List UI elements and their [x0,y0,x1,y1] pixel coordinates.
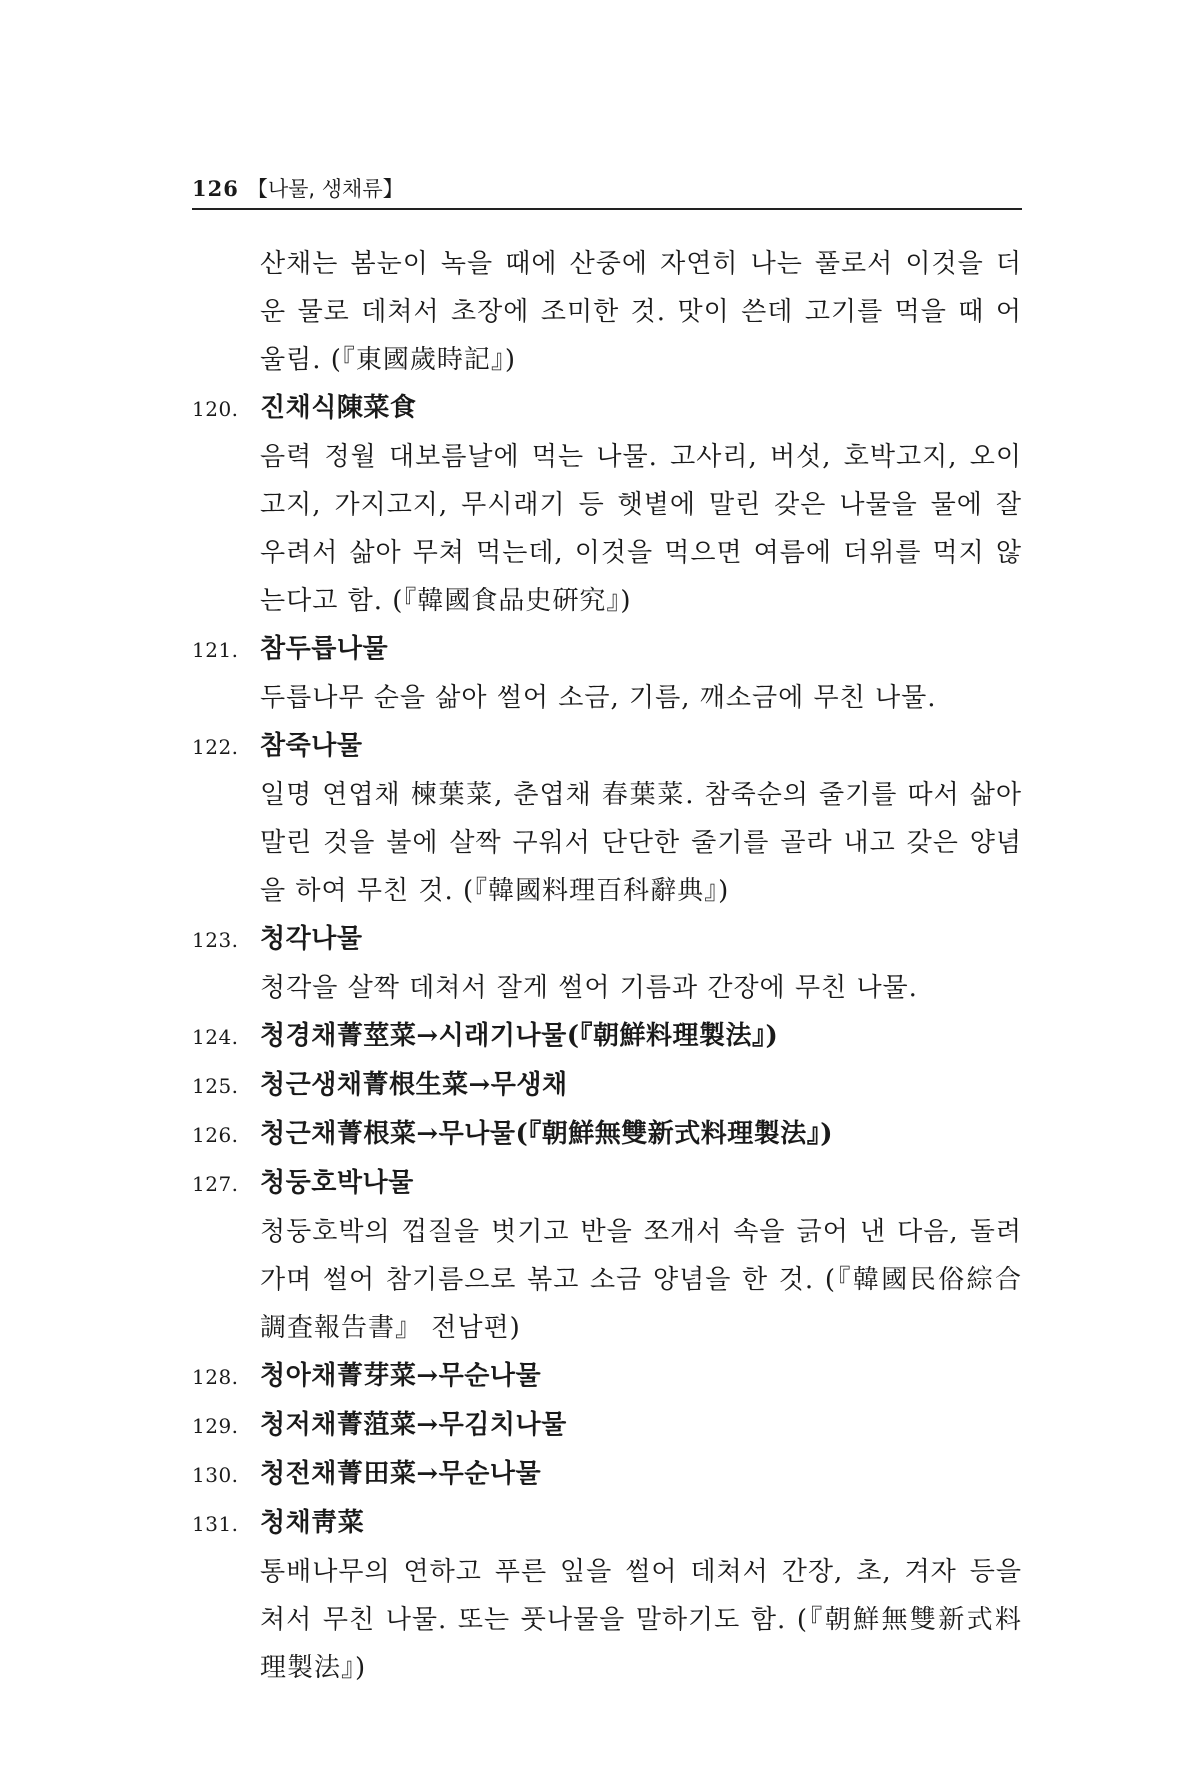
entry-122 [192,722,1022,915]
entry-title: 청저채菁菹菜→무김치나물 [260,1410,567,1440]
entry-title: 진채식陳菜食 [260,393,417,423]
entry-title: 청근채菁根菜→무나물(『朝鮮無雙新式料理製法』) [260,1119,834,1149]
entry-124 [192,1012,1022,1061]
entry-129 [192,1401,1022,1450]
entry-body: 일명 연엽채 楝葉菜, 춘엽채 春葉菜. 참죽순의 줄기를 따서 삶아 말린 것을 불에 살짝 구워서 단단한 줄기를 골라 내고 갖은 양념을 하여 무친 것. (『韓國料理百科辭典』) [260,780,1022,906]
entry-120 [192,384,1022,625]
entry-body: 청각을 살짝 데쳐서 잘게 썰어 기름과 간장에 무친 나물. [260,973,918,1003]
entry-body: 두릅나무 순을 삶아 썰어 소금, 기름, 깨소금에 무친 나물. [260,683,937,713]
entry-title: 청채靑菜 [260,1508,365,1538]
entry-number: 124. [192,1025,239,1049]
entry-title: 청근생채菁根生菜→무생채 [260,1070,568,1100]
entry-title: 청각나물 [260,924,363,954]
entry-128 [192,1352,1022,1401]
page-number: 126 [192,175,239,201]
continued-paragraph: 산채는 봄눈이 녹을 때에 산중에 자연히 나는 풀로서 이것을 더운 물로 데쳐서 초장에 조미한 것. 맛이 쓴데 고기를 먹을 때 어울림. (『東國歲時記』) [260,249,1022,375]
entry-number: 126. [192,1123,239,1147]
entry-number: 130. [192,1463,239,1487]
entry-number: 125. [192,1074,239,1098]
entry-number: 129. [192,1414,239,1438]
entry-130 [192,1450,1022,1499]
entry-title: 청전채菁田菜→무순나물 [260,1459,542,1489]
entry-title: 참두릅나물 [260,634,389,664]
entry-125 [192,1061,1022,1110]
entry-131 [192,1499,1022,1692]
entry-body: 음력 정월 대보름날에 먹는 나물. 고사리, 버섯, 호박고지, 오이고지, 가지고지, 무시래기 등 햇볕에 말린 갖은 나물을 물에 잘 우려서 삶아 무쳐 먹는데, 이것을 먹으면 여름에 더위를 먹지 않는다고 함. (『韓國食品史硏究』) [260,442,1022,616]
entry-number: 120. [192,397,239,421]
entry-title: 청경채菁莖菜→시래기나물(『朝鮮料理製法』) [260,1021,779,1051]
entry-number: 127. [192,1172,239,1196]
entry-number: 121. [192,638,239,662]
entry-body: 청둥호박의 껍질을 벗기고 반을 쪼개서 속을 긁어 낸 다음, 돌려가며 썰어 참기름으로 볶고 소금 양념을 한 것. (『韓國民俗綜合調査報告書』 전남편) [260,1217,1022,1343]
entry-number: 128. [192,1365,239,1389]
entry-number: 122. [192,735,239,759]
dictionary-content [192,240,1022,1692]
entry-title: 참죽나물 [260,731,363,761]
entry-123 [192,915,1022,1012]
section-title: 【나물, 생채류】 [246,177,404,201]
entry-title: 청둥호박나물 [260,1168,414,1198]
entry-number: 123. [192,928,239,952]
entry-127 [192,1159,1022,1352]
running-header [192,168,1022,208]
entry-body: 통배나무의 연하고 푸른 잎을 썰어 데쳐서 간장, 초, 겨자 등을 쳐서 무친 나물. 또는 풋나물을 말하기도 함. (『朝鮮無雙新式料理製法』) [260,1557,1022,1683]
entry-126 [192,1110,1022,1159]
entry-121 [192,625,1022,722]
entry-number: 131. [192,1512,239,1536]
header-rule [192,208,1022,210]
entry-title: 청아채菁芽菜→무순나물 [260,1361,542,1391]
